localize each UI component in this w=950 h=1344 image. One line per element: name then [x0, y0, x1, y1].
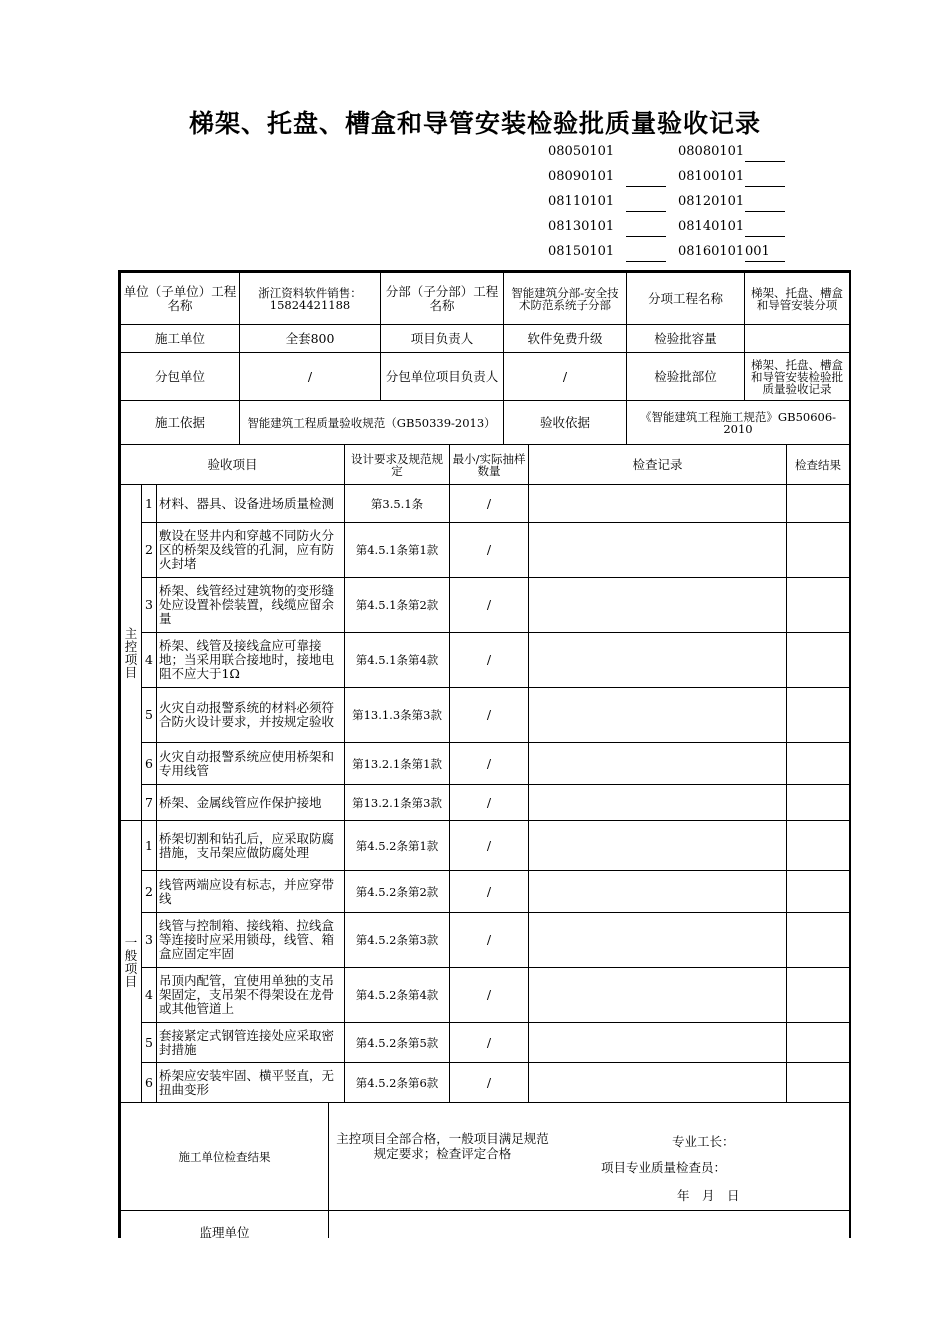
- item-requirement: 第13.1.3条第3款: [345, 688, 450, 743]
- item-sample: /: [450, 485, 529, 523]
- code-underline: [745, 194, 785, 212]
- item-text: 桥架应安装牢固、横平竖直，无扭曲变形: [157, 1063, 345, 1103]
- item-text: 吊顶内配管，宜使用单独的支吊架固定，支吊架不得架设在龙骨或其他管道上: [157, 968, 345, 1023]
- capacity-label: 检验批容量: [627, 325, 745, 353]
- item-sample: /: [450, 688, 529, 743]
- item-number: 6: [142, 743, 157, 785]
- item-result: [787, 871, 850, 913]
- sub-label: 分包单位: [121, 353, 240, 401]
- item-record: [529, 523, 787, 578]
- builder-value: 全套800: [240, 325, 381, 353]
- part-value: 梯架、托盘、槽盒和导管安装检验批质量验收记录: [745, 353, 850, 401]
- accept-value: 《智能建筑工程施工规范》GB50606-2010: [627, 401, 850, 445]
- item-number: 1: [142, 485, 157, 523]
- batch-code: 08160101: [678, 244, 745, 259]
- item-number: 3: [142, 913, 157, 968]
- batch-code: 08130101: [548, 219, 615, 234]
- pm-label: 项目负责人: [381, 325, 504, 353]
- batch-code: 08140101: [678, 219, 745, 234]
- item-result: [787, 1063, 850, 1103]
- main-control-label: 主控项目: [121, 485, 142, 821]
- batch-code: 08150101: [548, 244, 615, 259]
- division-value: 智能建筑分部-安全技术防范系统子分部: [504, 273, 627, 325]
- item-requirement: 第4.5.1条第2款: [345, 578, 450, 633]
- supervision-label: 监理单位: [121, 1211, 329, 1239]
- table-row: [121, 871, 850, 913]
- item-requirement: 第13.2.1条第3款: [345, 785, 450, 821]
- basis-label: 施工依据: [121, 401, 240, 445]
- code-underline: [626, 169, 666, 187]
- table-row: [121, 633, 850, 688]
- item-record: [529, 785, 787, 821]
- item-requirement: 第3.5.1条: [345, 485, 450, 523]
- code-underline: [626, 219, 666, 237]
- table-row: [121, 1063, 850, 1103]
- general-items-label: 一般项目: [121, 821, 142, 1103]
- sub-pm-value: /: [504, 353, 627, 401]
- basis-value: 智能建筑工程质量验收规范（GB50339-2013）: [240, 401, 504, 445]
- page-title: 梯架、托盘、槽盒和导管安装检验批质量验收记录: [188, 109, 761, 138]
- table-row: [121, 821, 850, 871]
- item-result: [787, 968, 850, 1023]
- division-label: 分部（子分部）工程名称: [381, 273, 504, 325]
- part-label: 检验批部位: [627, 353, 745, 401]
- col-result: 检查结果: [787, 445, 850, 485]
- table-row: [121, 578, 850, 633]
- batch-code: 08080101: [678, 144, 745, 159]
- table-row: [121, 913, 850, 968]
- supervision-content: [329, 1211, 850, 1239]
- item-text: 敷设在竖井内和穿越不同防火分区的桥架及线管的孔洞，应有防火封堵: [157, 523, 345, 578]
- item-requirement: 第4.5.2条第6款: [345, 1063, 450, 1103]
- header-table: [120, 272, 850, 445]
- item-record: [529, 688, 787, 743]
- item-text: 桥架、金属线管应作保护接地: [157, 785, 345, 821]
- item-result: [787, 523, 850, 578]
- table-row: [121, 785, 850, 821]
- item-number: 2: [142, 871, 157, 913]
- batch-code: 08120101: [678, 194, 745, 209]
- item-text: 线管与控制箱、接线箱、拉线盒等连接时应采用锁母，线管、箱盒应固定牢固: [157, 913, 345, 968]
- item-requirement: 第4.5.2条第5款: [345, 1023, 450, 1063]
- item-number: 5: [142, 1023, 157, 1063]
- item-record: [529, 578, 787, 633]
- item-sample: /: [450, 523, 529, 578]
- unit-label: 单位（子单位）工程名称: [121, 273, 240, 325]
- table-row: [121, 1023, 850, 1063]
- item-text: 桥架切割和钻孔后，应采取防腐措施，支吊架应做防腐处理: [157, 821, 345, 871]
- col-record: 检查记录: [529, 445, 787, 485]
- item-sample: /: [450, 633, 529, 688]
- col-req: 设计要求及规范规定: [345, 445, 450, 485]
- items-table: [120, 444, 850, 1103]
- builder-label: 施工单位: [121, 325, 240, 353]
- batch-code: 08110101: [548, 194, 615, 209]
- batch-code: 08050101: [548, 144, 615, 159]
- item-result: [787, 1023, 850, 1063]
- item-sample: /: [450, 785, 529, 821]
- col-sample: 最小/实际抽样数量: [450, 445, 529, 485]
- item-sample: /: [450, 1063, 529, 1103]
- table-row: [121, 968, 850, 1023]
- item-requirement: 第4.5.2条第1款: [345, 821, 450, 871]
- col-item: 验收项目: [121, 445, 345, 485]
- check-date: 年 月 日: [677, 1188, 740, 1203]
- item-sample: /: [450, 1023, 529, 1063]
- table-row: [121, 743, 850, 785]
- item-requirement: 第13.2.1条第1款: [345, 743, 450, 785]
- item-requirement: 第4.5.1条第1款: [345, 523, 450, 578]
- item-result: [787, 743, 850, 785]
- sub-pm-label: 分包单位项目负责人: [381, 353, 504, 401]
- sub-value: /: [240, 353, 381, 401]
- item-number: 3: [142, 578, 157, 633]
- item-text: 桥架、线管经过建筑物的变形缝处应设置补偿装置，线缆应留余量: [157, 578, 345, 633]
- unit-value: 浙江资料软件销售：15824421188: [240, 273, 381, 325]
- item-sample: /: [450, 578, 529, 633]
- item-number: 4: [142, 633, 157, 688]
- item-label: 分项工程名称: [627, 273, 745, 325]
- item-requirement: 第4.5.2条第3款: [345, 913, 450, 968]
- item-record: [529, 1023, 787, 1063]
- item-text: 线管两端应设有标志，并应穿带线: [157, 871, 345, 913]
- capacity-value: [745, 325, 850, 353]
- item-text: 桥架、线管及接线盒应可靠接地；当采用联合接地时，接地电阻不应大于1Ω: [157, 633, 345, 688]
- inspection-form: [118, 270, 851, 1238]
- batch-code: 08100101: [678, 169, 745, 184]
- item-number: 5: [142, 688, 157, 743]
- batch-code: 08090101: [548, 169, 615, 184]
- item-number: 4: [142, 968, 157, 1023]
- item-requirement: 第4.5.2条第2款: [345, 871, 450, 913]
- inspector-label: 项目专业质量检查员：: [601, 1160, 727, 1175]
- item-requirement: 第4.5.1条第4款: [345, 633, 450, 688]
- item-result: [787, 633, 850, 688]
- item-text: 套接紧定式钢管连接处应采取密封措施: [157, 1023, 345, 1063]
- foreman-label: 专业工长：: [672, 1134, 735, 1149]
- item-number: 6: [142, 1063, 157, 1103]
- accept-label: 验收依据: [504, 401, 627, 445]
- code-underline: [745, 219, 785, 237]
- item-record: [529, 913, 787, 968]
- table-row: [121, 688, 850, 743]
- item-text: 火灾自动报警系统的材料必须符合防火设计要求，并按规定验收: [157, 688, 345, 743]
- item-sample: /: [450, 871, 529, 913]
- item-sample: /: [450, 743, 529, 785]
- item-requirement: 第4.5.2条第4款: [345, 968, 450, 1023]
- code-underline: [745, 144, 785, 162]
- item-record: [529, 633, 787, 688]
- item-number: 7: [142, 785, 157, 821]
- item-result: [787, 913, 850, 968]
- item-record: [529, 871, 787, 913]
- signature-table: [120, 1102, 850, 1238]
- code-underline: [626, 194, 666, 212]
- item-result: [787, 785, 850, 821]
- item-record: [529, 821, 787, 871]
- code-underline: [626, 244, 666, 262]
- item-result: [787, 821, 850, 871]
- item-record: [529, 485, 787, 523]
- item-record: [529, 968, 787, 1023]
- item-record: [529, 1063, 787, 1103]
- item-sample: /: [450, 968, 529, 1023]
- pm-value: 软件免费升级: [504, 325, 627, 353]
- item-result: [787, 578, 850, 633]
- table-row: [121, 485, 850, 523]
- code-underline: [745, 169, 785, 187]
- item-number: 2: [142, 523, 157, 578]
- item-sample: /: [450, 913, 529, 968]
- item-sample: /: [450, 821, 529, 871]
- item-text: 材料、器具、设备进场质量检测: [157, 485, 345, 523]
- item-value: 梯架、托盘、槽盒和导管安装分项: [745, 273, 850, 325]
- item-result: [787, 485, 850, 523]
- item-result: [787, 688, 850, 743]
- check-conclusion: 主控项目全部合格，一般项目满足规范规定要求；检查评定合格: [336, 1131, 549, 1161]
- item-text: 火灾自动报警系统应使用桥架和专用线管: [157, 743, 345, 785]
- table-row: [121, 523, 850, 578]
- item-number: 1: [142, 821, 157, 871]
- serial-number: 001: [745, 244, 785, 262]
- check-label: 施工单位检查结果: [121, 1103, 329, 1211]
- item-record: [529, 743, 787, 785]
